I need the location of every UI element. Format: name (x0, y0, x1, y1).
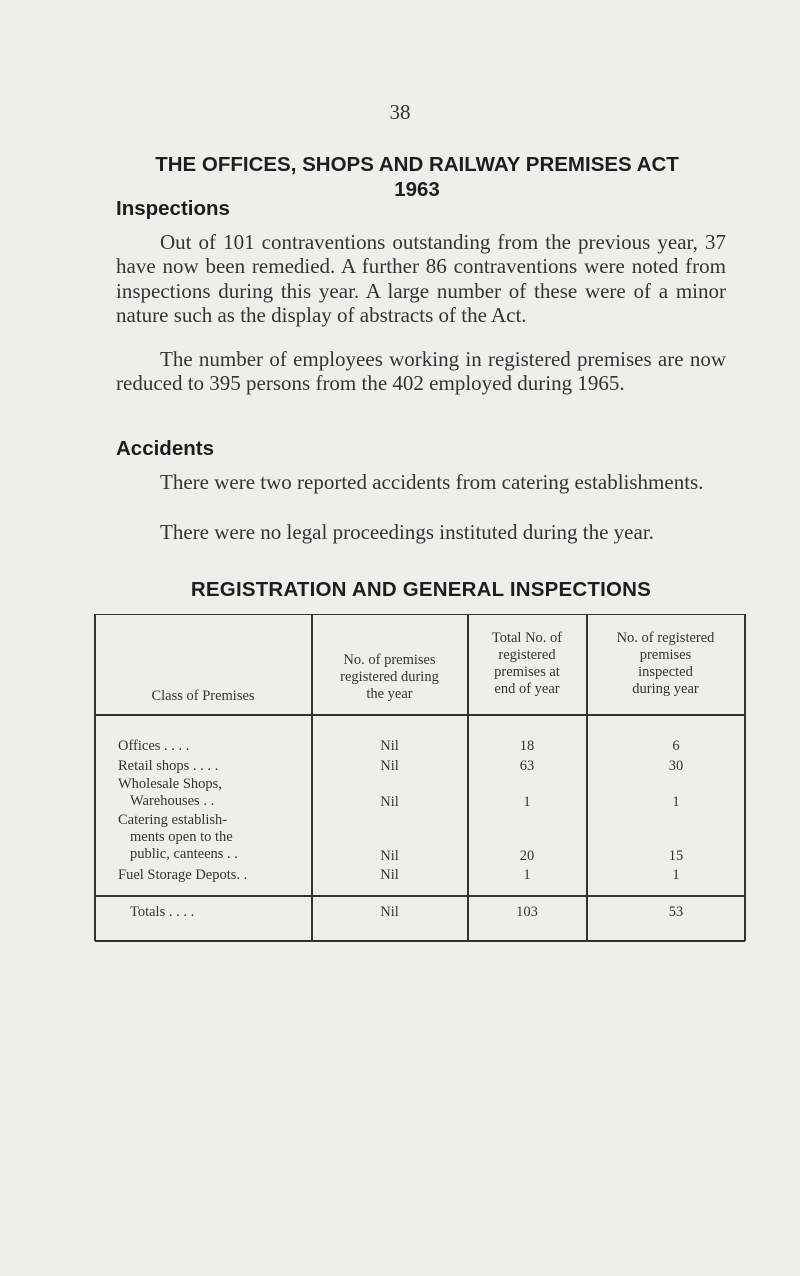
header-total-registered (468, 630, 586, 698)
row-retail-inspected: 30 (668, 758, 684, 774)
table-right-rule (744, 614, 746, 941)
row-label-fuel-storage: Fuel Storage Depots. . (118, 867, 248, 883)
header-inspected-during-year (587, 630, 744, 698)
row-catering-total: 20 (519, 848, 535, 864)
row-retail-registered: Nil (380, 758, 399, 774)
header-inspected-line: premises (639, 647, 692, 663)
row-fuel-inspected: 1 (672, 867, 680, 883)
totals-label: Totals . . . . (130, 904, 195, 920)
header-registered-line: registered during (340, 669, 439, 685)
table-top-rule (95, 614, 745, 615)
row-offices-registered: Nil (380, 738, 399, 754)
row-label-line: Catering establish- (118, 812, 228, 828)
row-label-line: Wholesale Shops, (118, 776, 222, 792)
header-registered-during-year (312, 652, 467, 703)
totals-total: 103 (516, 904, 538, 920)
row-fuel-total: 1 (523, 867, 531, 883)
act-title (112, 152, 722, 202)
accidents-paragraph-1: There were two reported accidents from catering establishments. (160, 470, 704, 494)
row-label-line: public, canteens . . (130, 846, 238, 862)
table-left-rule (94, 614, 96, 941)
row-label-catering (118, 812, 308, 863)
inspections-paragraph-2: The number of employees working in registered premises are now reduced to 395 persons from the 402 employed during 1965. (116, 347, 726, 396)
row-offices-total: 18 (519, 738, 535, 754)
row-label-retail-shops: Retail shops . . . . (118, 758, 219, 774)
row-wholesale-registered: Nil (380, 794, 399, 810)
page-number: 38 (389, 100, 411, 124)
accidents-paragraph-2: There were no legal proceedings instituted during the year. (160, 520, 654, 544)
row-label-line: Warehouses . . (130, 793, 215, 809)
row-label-offices: Offices . . . . (118, 738, 190, 754)
header-inspected-line: No. of registered (616, 630, 715, 646)
table-bottom-rule (95, 940, 745, 942)
row-retail-total: 63 (519, 758, 535, 774)
header-class-of-premises: Class of Premises (151, 688, 255, 704)
act-title-line1: THE OFFICES, SHOPS AND RAILWAY PREMISES ACT (155, 153, 679, 176)
inspections-paragraph-1: Out of 101 contraventions outstanding from the previous year, 37 have now been remedied. A further 86 contraventions were noted from inspections during this year. A large number of these were of a minor nature such as the display of abstracts of the Act. (116, 230, 726, 327)
row-catering-registered: Nil (380, 848, 399, 864)
row-catering-inspected: 15 (668, 848, 684, 864)
header-registered-line: No. of premises (343, 652, 436, 668)
header-total-line: Total No. of (491, 630, 563, 646)
accidents-heading: Accidents (116, 437, 214, 460)
row-label-wholesale (118, 776, 308, 810)
row-wholesale-inspected: 1 (672, 794, 680, 810)
row-fuel-registered: Nil (380, 867, 399, 883)
header-total-line: registered (498, 647, 556, 663)
row-offices-inspected: 6 (672, 738, 680, 754)
header-total-line: premises at (494, 664, 560, 680)
header-inspected-line: inspected (638, 664, 693, 680)
totals-inspected: 53 (668, 904, 684, 920)
totals-registered: Nil (380, 904, 399, 920)
act-title-line2: 1963 (394, 178, 440, 201)
row-wholesale-total: 1 (523, 794, 531, 810)
table-title: REGISTRATION AND GENERAL INSPECTIONS (190, 578, 652, 601)
row-label-line: ments open to the (130, 829, 233, 845)
table-totals-rule (95, 895, 745, 897)
header-inspected-line: during year (632, 681, 699, 697)
table-header-rule (95, 714, 745, 716)
header-registered-line: the year (366, 686, 413, 702)
inspections-heading: Inspections (116, 197, 230, 220)
header-total-line: end of year (494, 681, 560, 697)
